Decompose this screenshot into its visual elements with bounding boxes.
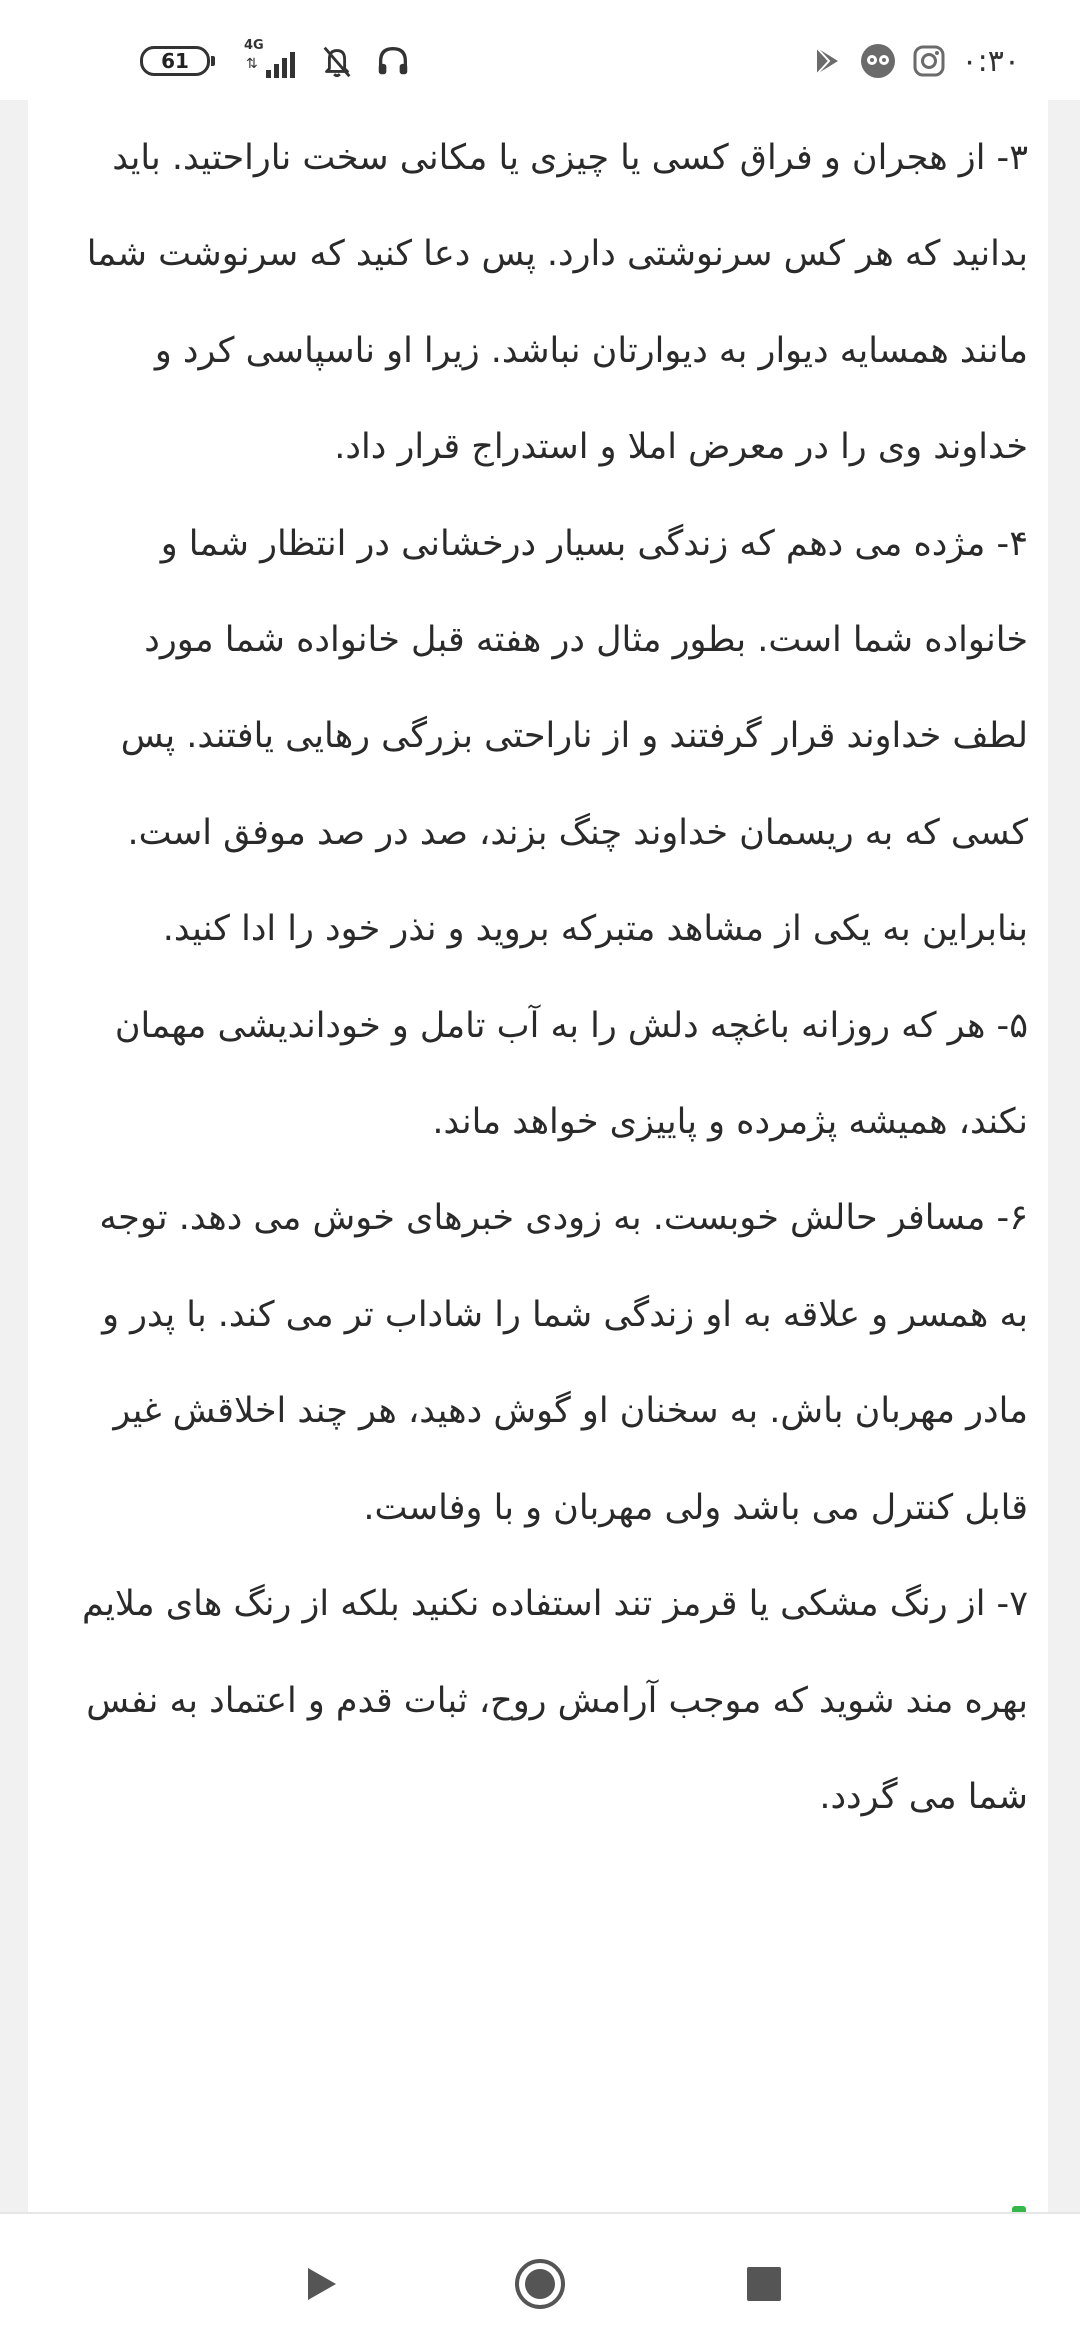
- status-bar-right: [810, 36, 1020, 86]
- article-paragraph-7: ۷- از رنگ مشکی یا قرمز تند استفاده نکنید بلکه از رنگ های ملایم بهره مند شوید که موجب آرامش روح، ثبات قدم و اعتماد به نفس شما می گردد.: [82, 1584, 1028, 1817]
- article-paragraph-3: ۳- از هجران و فراق کسی یا چیزی یا مکانی سخت ناراحتید. باید بدانید که هر کس سرنوشتی دارد. پس دعا کنید که سرنوشت شما مانند همسایه دیوار به دیوارتان نباشد. زیرا او ناسپاسی کرد و خداوند وی را در معرض املا و استدراج قرار داد.: [86, 138, 1028, 468]
- status-bar: [0, 0, 1080, 100]
- home-button[interactable]: [512, 2256, 568, 2312]
- battery-indicator: [140, 46, 210, 76]
- network-type-label: 4G: [244, 38, 264, 53]
- article-card[interactable]: [28, 100, 1048, 2212]
- article-paragraph-5: ۵- هر که روزانه باغچه دلش را به آب تامل و خوداندیشی مهمان نکند، همیشه پژمرده و پاییزی خواهد ماند.: [114, 1005, 1028, 1143]
- muted-bell-icon: [318, 42, 356, 80]
- content-frame: [0, 100, 1080, 2212]
- home-circle-icon: [513, 2257, 567, 2311]
- article-paragraph-4: ۴- مژده می دهم که زندگی بسیار درخشانی در انتظار شما و خانواده شما است. بطور مثال در هفته قبل خانواده شما مورد لطف خداوند قرار گرفتند و از ناراحتی بزرگی رهایی یافتند. پس کسی که به ریسمان خداوند چنگ بزند، صد در صد موفق است. بنابراین به یکی از مشاهد متبرکه بروید و نذر خود را ادا کنید.: [120, 523, 1028, 950]
- article-body: [78, 110, 1028, 1845]
- play-triangle-icon: [300, 2264, 340, 2304]
- recents-button[interactable]: [736, 2256, 792, 2312]
- play-store-icon: [810, 44, 844, 78]
- headset-icon: [374, 42, 412, 80]
- signal-icon: [244, 38, 300, 78]
- data-arrows-icon: ⇅: [246, 56, 258, 72]
- status-bar-left: [140, 36, 412, 86]
- instagram-icon: [912, 44, 946, 78]
- stop-square-icon: [744, 2264, 784, 2304]
- navigation-bar: [0, 2212, 1080, 2340]
- clock: ۰:۳۰: [961, 43, 1020, 79]
- battery-level: 61: [161, 49, 189, 73]
- back-button[interactable]: [292, 2256, 348, 2312]
- article-paragraph-6: ۶- مسافر حالش خوبست. به زودی خبرهای خوش می دهد. توجه به همسر و علاقه به او زندگی شما را شاداب تر می کند. با پدر و مادر مهربان باش. به سخنان او گوش دهید، هر چند اخلاقش غیر قابل کنترل می باشد ولی مهربان و با وفاست.: [99, 1198, 1028, 1528]
- app-notification-icon: [860, 43, 896, 79]
